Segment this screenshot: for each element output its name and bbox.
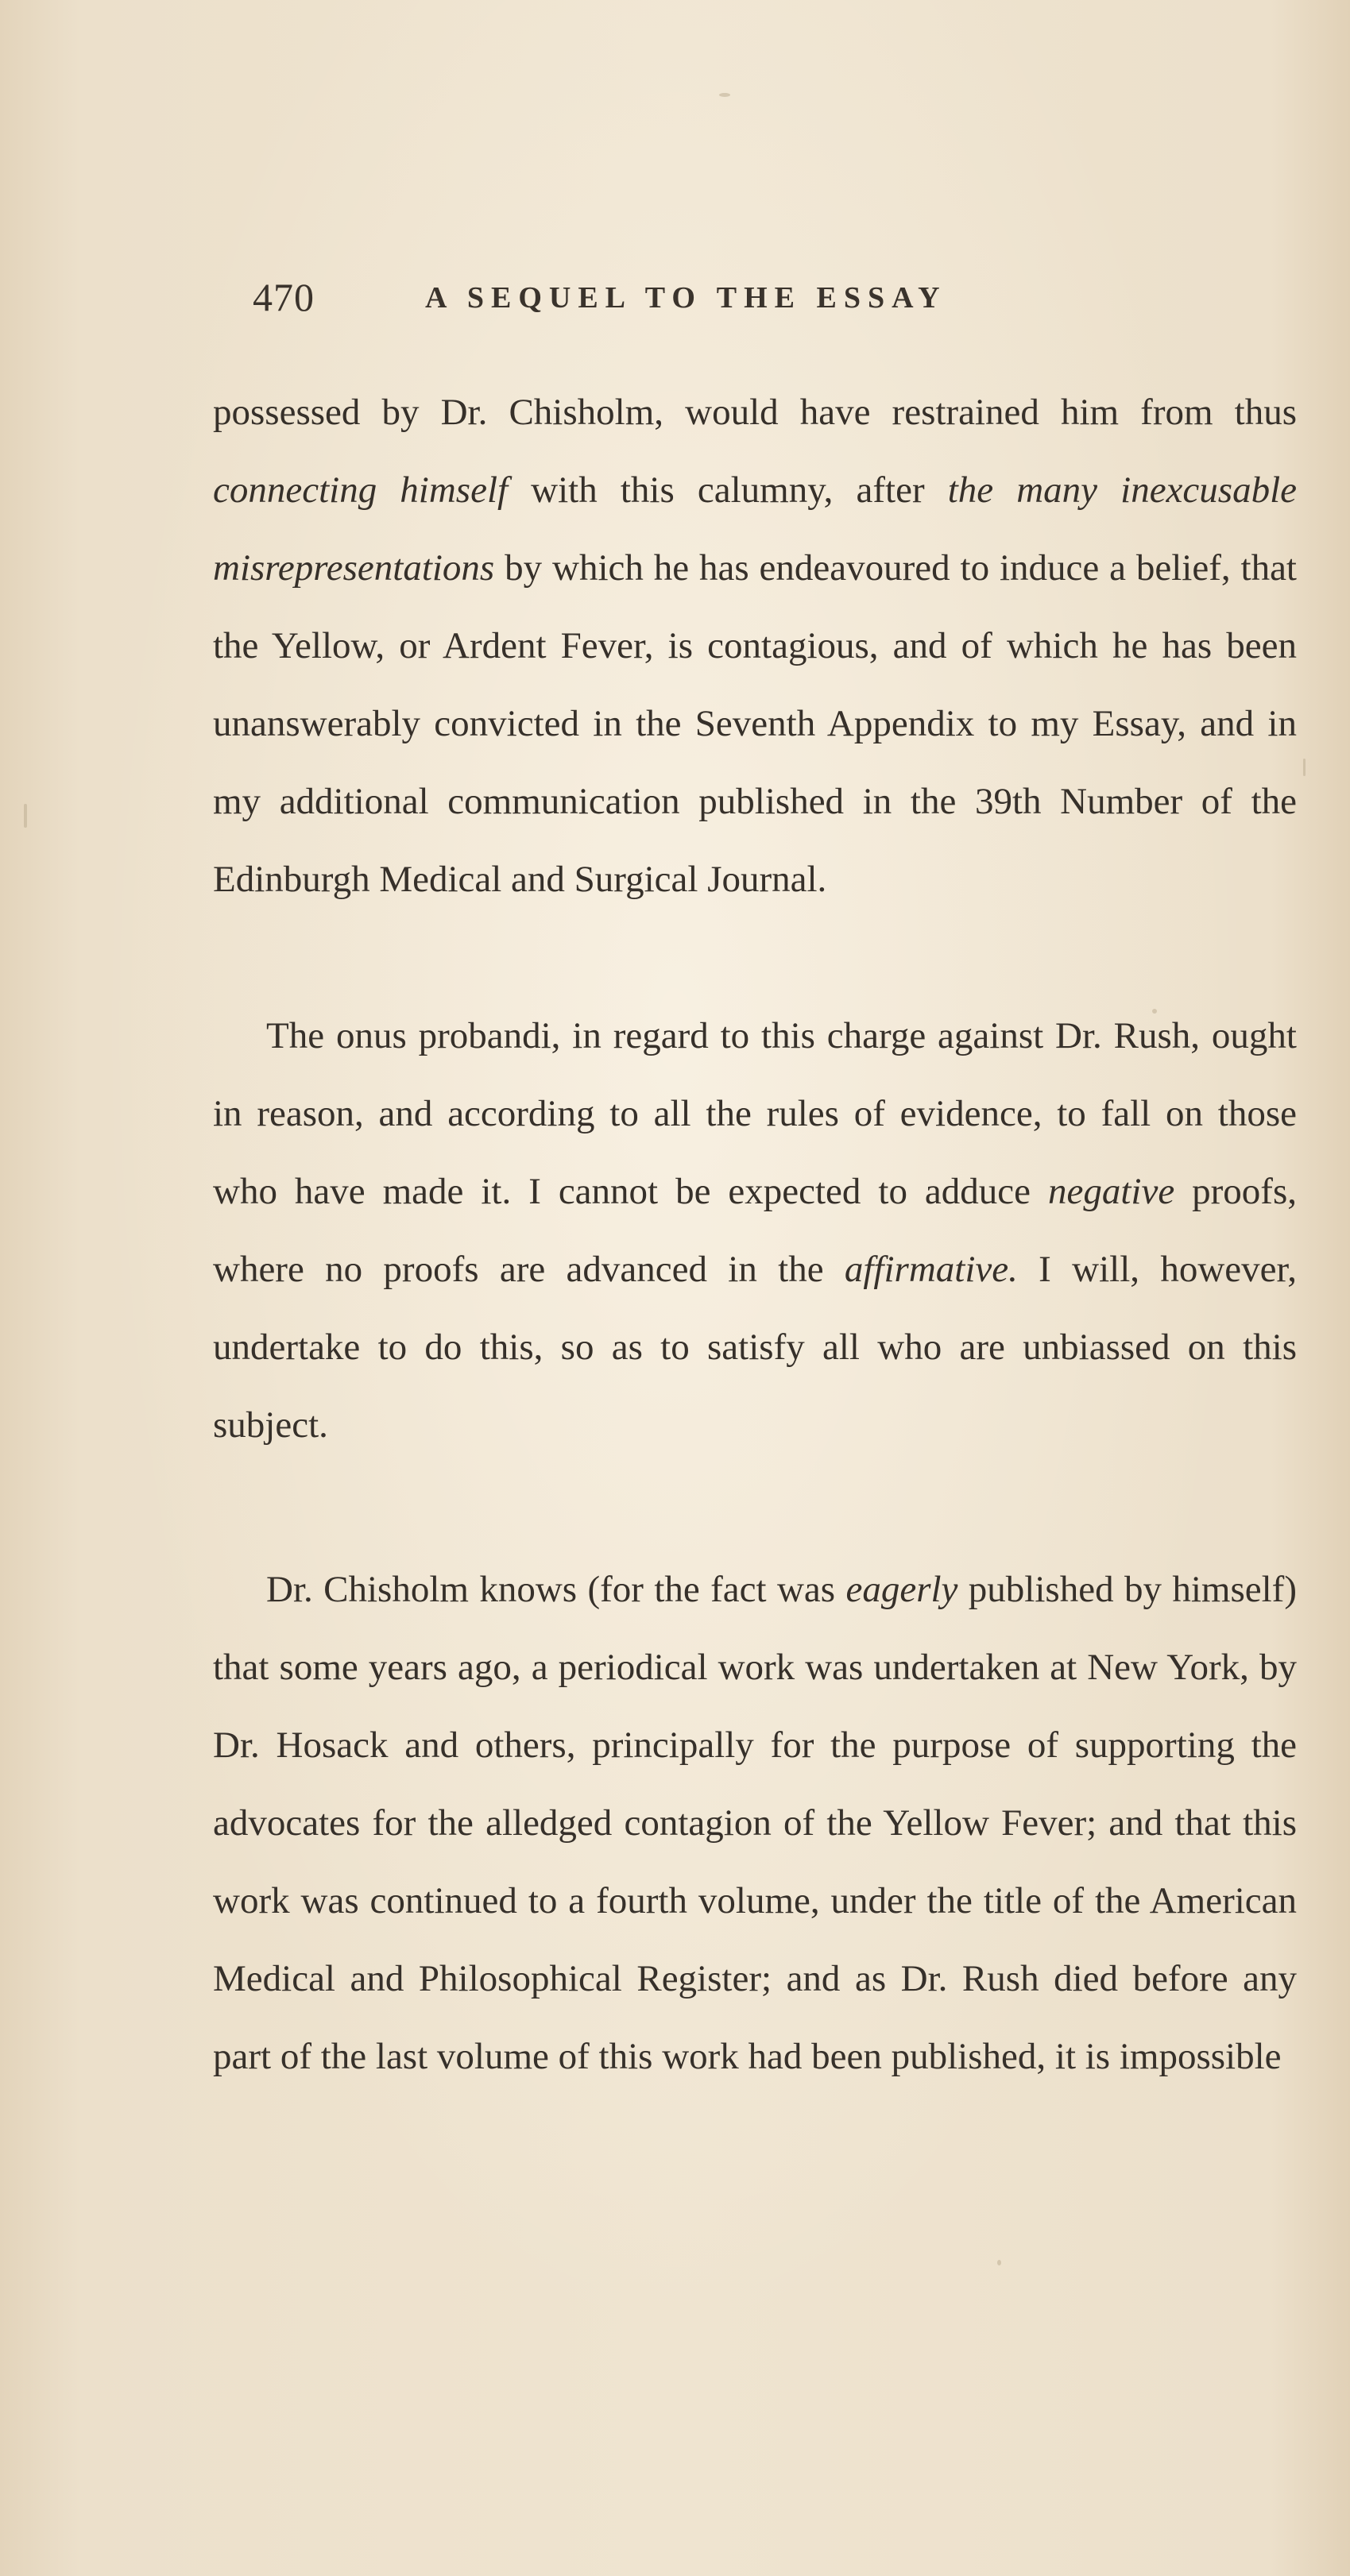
page-header xyxy=(0,274,1350,322)
paper-speck xyxy=(24,804,27,828)
text-segment: I will, however, undertake to do this, so as to satisfy all who are unbiassed on this subject. xyxy=(213,1249,1298,1446)
italic-segment: eagerly xyxy=(845,1569,958,1610)
page-number: 470 xyxy=(253,275,315,319)
italic-segment: connecting himself xyxy=(213,469,509,511)
text-segment: published by himself) that some years ago, a periodical work was undertaken at New York, by Dr. Hosack and others, principally for the purpose of supporting the advocates for the alledged contagion of the Yellow Fever; and that this work was continued to a fourth volume, under the title of the American Medical and Philosophical Register; and as Dr. Rush died before any part of the last volume of this work had been published, it is impossible xyxy=(213,1569,1297,2077)
text-segment: possessed by Dr. Chisholm, would have restrained him from thus xyxy=(213,392,1297,433)
text-segment: Dr. Chisholm knows (for the fact was xyxy=(266,1569,846,1610)
paragraph-3 xyxy=(213,1551,1297,2095)
italic-segment: negative xyxy=(1047,1171,1175,1212)
paragraph-2 xyxy=(213,997,1297,1464)
italic-segment: the many inexcusable misrepresentations xyxy=(213,469,1297,589)
text-segment: with this calumny, after xyxy=(508,469,948,511)
italic-segment: affirmative. xyxy=(844,1249,1018,1290)
paper-speck xyxy=(719,93,730,97)
text-segment: proofs, where no proofs are advanced in the xyxy=(213,1171,1298,1290)
page-body xyxy=(213,373,1297,2095)
paper-speck xyxy=(1303,759,1306,776)
paragraph-1 xyxy=(213,373,1297,918)
text-segment: by which he has endeavoured to induce a belief, that the Yellow, or Ardent Fever, is contagious, and of which he has been unanswerably convicted in the Seventh Appendix to my Essay, and in my additional communication published in the 39th Number of the Edinburgh Medical and Surgical Journal. xyxy=(213,547,1297,900)
text-segment: The onus probandi, in regard to this charge against Dr. Rush, ought in reason, and according to all the rules of evidence, to fall on those who have made it. I cannot be expected to adduce xyxy=(213,1015,1297,1212)
paper-speck xyxy=(997,2260,1001,2265)
running-title: A SEQUEL TO THE ESSAY xyxy=(425,281,947,315)
